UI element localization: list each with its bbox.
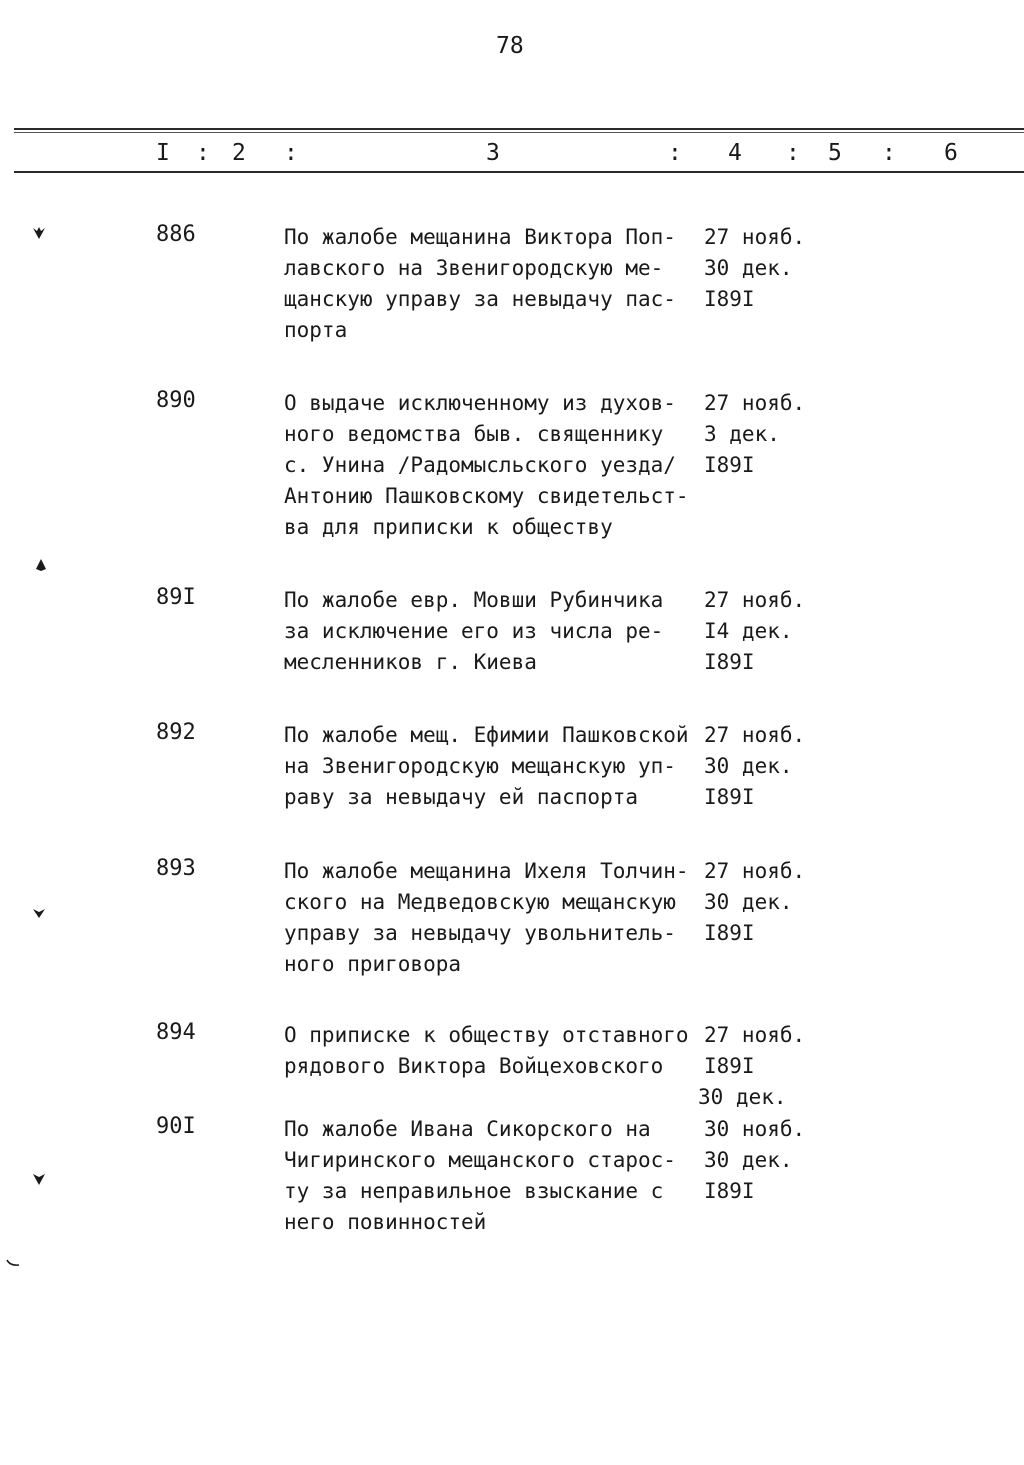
entry-dates (704, 856, 824, 949)
entry-dates (704, 388, 824, 481)
description-line: По жалобе мещанина Ихеля Толчин- (284, 859, 689, 883)
description-line: Антонию Пашковскому свидетельст- (284, 484, 689, 508)
header-rule-top-thin (14, 132, 1024, 133)
entry-description (284, 222, 700, 346)
header-rule-top (14, 128, 1024, 130)
entry-description (284, 1020, 700, 1082)
date-line: I89I (704, 287, 755, 311)
description-line: ту за неправильное взыскание с (284, 1179, 664, 1203)
description-line: ского на Медведовскую мещанскую (284, 890, 676, 914)
entry-description (284, 1114, 700, 1238)
entry-dates (704, 222, 824, 315)
date-line: 30 дек. (704, 1148, 793, 1172)
column-header-6: 6 (944, 140, 958, 166)
description-line: на Звенигородскую мещанскую уп- (284, 754, 676, 778)
date-line: 27 нояб. (704, 391, 806, 415)
date-line: I89I (704, 650, 755, 674)
description-line: По жалобе мещанина Виктора Поп- (284, 225, 676, 249)
entry-number: 89I (156, 585, 196, 610)
entry-description (284, 720, 700, 813)
entry-number: 890 (156, 388, 196, 413)
description-line: щанскую управу за невыдачу пас- (284, 287, 676, 311)
column-separator: : (196, 140, 210, 166)
description-line: порта (284, 318, 348, 342)
column-header-3: 3 (486, 140, 500, 166)
entry-dates (704, 720, 824, 813)
entry-number: 886 (156, 222, 196, 247)
date-line: 27 нояб. (704, 225, 806, 249)
binding-mark-icon (32, 906, 46, 920)
description-line: рядового Виктора Войцеховского (284, 1054, 664, 1078)
page-number: 78 (496, 33, 524, 59)
column-header-5: 5 (828, 140, 842, 166)
date-line: 27 нояб. (704, 1023, 806, 1047)
column-header-2: 2 (232, 140, 246, 166)
header-rule-bottom (14, 171, 1024, 173)
column-header-4: 4 (728, 140, 742, 166)
column-separator: : (882, 140, 896, 166)
date-line: I89I (704, 921, 755, 945)
description-line: Чигиринского мещанского старос- (284, 1148, 676, 1172)
date-line: I89I (704, 785, 755, 809)
date-line: 30 нояб. (704, 1117, 806, 1141)
date-line: 27 нояб. (704, 588, 806, 612)
margin-stroke-mark (6, 1256, 20, 1270)
description-line: ва для приписки к обществу (284, 515, 613, 539)
entry-description (284, 856, 700, 980)
description-line: за исключение его из числа ре- (284, 619, 664, 643)
description-line: с. Унина /Радомысльского уезда/ (284, 453, 676, 477)
description-line: О выдаче исключенному из духов- (284, 391, 676, 415)
entry-description (284, 388, 700, 543)
date-line: 27 нояб. (704, 859, 806, 883)
description-line: управу за невыдачу увольнитель- (284, 921, 676, 945)
date-line: 30 дек. (704, 754, 793, 778)
entry-number: 894 (156, 1020, 196, 1045)
description-line: О приписке к обществу отставного (284, 1023, 689, 1047)
description-line: По жалобе мещ. Ефимии Пашковской (284, 723, 689, 747)
description-line: месленников г. Киева (284, 650, 537, 674)
column-separator: : (786, 140, 800, 166)
entry-dates (704, 1114, 824, 1207)
column-separator: : (668, 140, 682, 166)
binding-mark-icon (32, 226, 46, 240)
date-line: 30 дек. (704, 890, 793, 914)
entry-number: 90I (156, 1114, 196, 1139)
column-separator: : (284, 140, 298, 166)
date-line: I4 дек. (704, 619, 793, 643)
description-line: раву за невыдачу ей паспорта (284, 785, 639, 809)
description-line: ного ведомства быв. священнику (284, 422, 664, 446)
date-line: 30 дек. (704, 256, 793, 280)
entry-dates (704, 585, 824, 678)
description-line: По жалобе евр. Мовши Рубинчика (284, 588, 664, 612)
date-line: 30 дек. (698, 1085, 787, 1109)
column-header-1: I (156, 140, 170, 166)
binding-mark-icon (34, 558, 48, 572)
date-line: 3 дек. (704, 422, 780, 446)
date-line: I89I (704, 1179, 755, 1203)
description-line: ного приговора (284, 952, 462, 976)
entry-dates (698, 1020, 824, 1113)
date-line: I89I (704, 453, 755, 477)
date-line: 27 нояб. (704, 723, 806, 747)
entry-description (284, 585, 700, 678)
description-line: него повинностей (284, 1210, 487, 1234)
entry-number: 893 (156, 856, 196, 881)
description-line: По жалобе Ивана Сикорского на (284, 1117, 651, 1141)
binding-mark-icon (32, 1172, 46, 1186)
entry-number: 892 (156, 720, 196, 745)
date-line: I89I (704, 1054, 755, 1078)
description-line: лавского на Звенигородскую ме- (284, 256, 664, 280)
